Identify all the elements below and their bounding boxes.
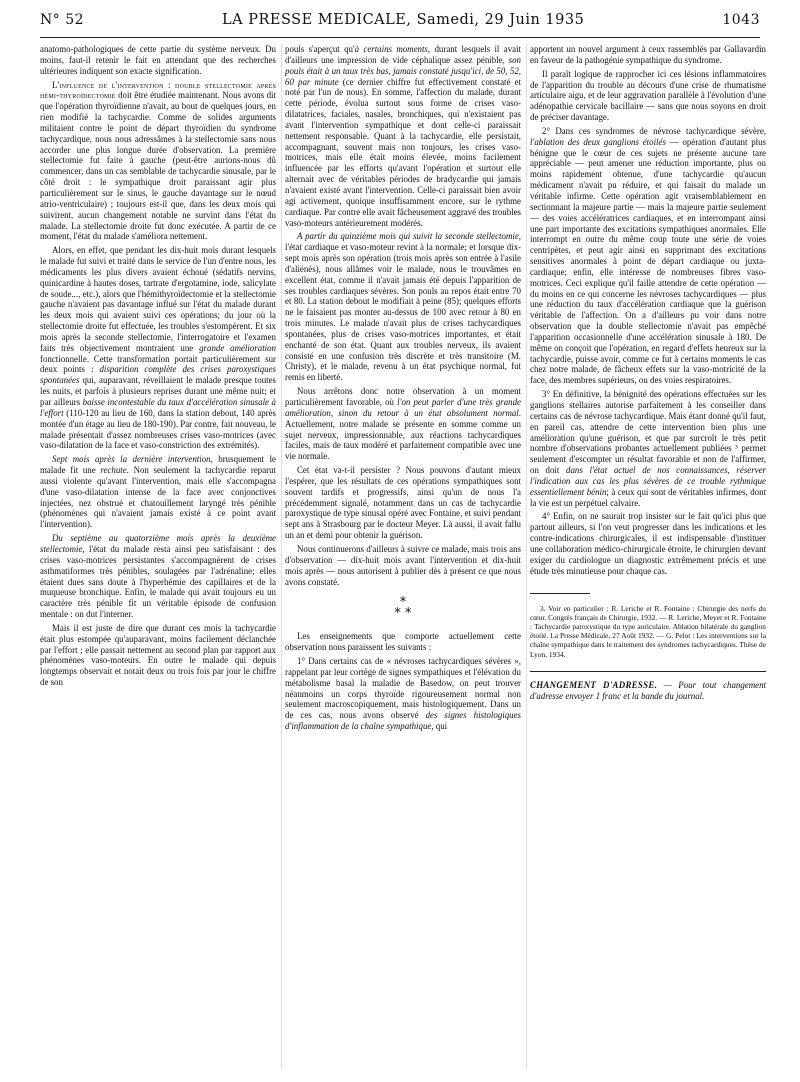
column-3 bbox=[530, 44, 766, 701]
emphasis: dans l'état actuel de nos connaissances, réserver l'indication aux cas les plus sévères de ce trouble rythmique essentiellement bénin bbox=[530, 465, 767, 497]
emphasis: Du septième au quatorzième mois après la deuxième stellectomie bbox=[40, 533, 276, 554]
text: fonctionnelle. Cette transformation portait particulièrement sur deux points : bbox=[40, 353, 276, 375]
page-header bbox=[40, 12, 760, 38]
emphasis: son pouls était à un taux très bas, jamais constaté jusqu'ici, de 50, 52, 60 par minute bbox=[285, 54, 521, 87]
page-number: 1043 bbox=[722, 12, 760, 28]
notice-divider bbox=[530, 671, 766, 672]
column-1 bbox=[40, 44, 276, 691]
text: . Actuellement, notre malade se présente en somme comme un sujet nerveux, impressionnable, aux réactions tachycardiques faciles, mais de taux modéré et parfaitement compatible avec une vie normale. bbox=[285, 407, 521, 462]
emphasis: Sept mois après la dernière intervention bbox=[52, 454, 211, 465]
text: doit être étudiée maintenant. Nous avons dit que l'opération thyroïdienne n'avait, au bout de quelques jours, en rien modifié la tachycardie. Comme de solides arguments militaient contre le point de départ thyroïdien du syndrome tachycardique, nous nous adressâmes à la stellectomie sans nous accorder une plus longue durée d'observation. La première stellectomie fut faite à gauche (peut-être aurions-nous dû commencer, dans un cas semblable de tachycardie sinusale, par le côté droit : le sympathique droit paraissant agir plus particulièrement sur le sinus, le gauche davantage sur le nœud atrio-ventriculaire) ; toujours est-il que, dans les deux mois qui suivirent, aucun changement notable ne survint dans l'état du malade. La stellectomie droite fut donc exécutée. A partir de ce moment, l'état du malade s'améliora nettement. bbox=[40, 90, 276, 242]
paragraph: anatomo-pathologiques de cette partie du système nerveux. Du moins, faut-il retenir le fait en attendant que des recherches ultérieures indiquent son exacte signification. bbox=[40, 44, 276, 76]
emphasis: disparition complète des crises paroxystiques spontanées bbox=[40, 364, 276, 386]
text: ; à ceux qui sont de véritables infirmes, dont la vie est un perpétuel calvaire. bbox=[530, 486, 766, 508]
emphasis: baisse incontestable du taux d'accélération sinusale à l'effort bbox=[40, 397, 276, 418]
paragraph bbox=[285, 386, 521, 462]
text: , l'état du malade resta ainsi peu satisfaisant : des crises vaso-motrices persistantes s'accompagnèrent de crises asthmatiformes très pénibles, soulagées par l'adrénaline; elles étaient dues sans doute à l'hyperhémie des capillaires et de la muqueuse bronchique. Enfin, le malade qui avait toujours eu un caractère très pénible fit un véritable épisode de confusion mentale : on dut l'interner. bbox=[40, 543, 276, 620]
paragraph: Les enseignements que comporte actuellement cette observation nous paraissent les suivants : bbox=[285, 631, 521, 653]
section-separator: * * * bbox=[394, 595, 412, 622]
paragraph bbox=[530, 389, 766, 508]
paragraph bbox=[40, 454, 276, 530]
emphasis: rechute bbox=[100, 465, 127, 476]
column-divider bbox=[281, 44, 282, 1069]
paragraph bbox=[285, 44, 521, 228]
text: , qui bbox=[431, 721, 448, 732]
text: Alors, en effet, que pendant les dix-huit mois durant lesquels le malade fut suivi et traité dans le service de l'un d'entre nous, les médicaments les plus divers avaient échoué (sédatifs nervins, quinicardine à hautes doses, tartrate d'ergotamine, iode, salicylate de soude..., etc.), alors que l'hémithyroïdectomie et la stellectomie gauche n'avaient pas davantage influé sur l'état du malade durant les deux mois qui avaient suivi ces opérations; du jour où la stellectomie droite fut effectuée, les troubles s'estompèrent. Et six mois après la seconde stellectomie, l'interrogatoire et l'examen faits très objectivement montraient une bbox=[40, 245, 276, 353]
notice-heading: CHANGEMENT D'ADRESSE. bbox=[530, 679, 658, 690]
issue-number: N° 52 bbox=[40, 12, 85, 28]
section-heading: L'influence de l'intervention : double stellectomie après hémi-thyroïdectomie bbox=[40, 79, 276, 101]
column-divider bbox=[526, 44, 527, 1069]
emphasis: l'on peut parler d'une très grande amélioration, sinon du retour à un état absolument normal bbox=[285, 397, 521, 418]
paragraph: Cet état va-t-il persister ? Nous pouvons d'autant mieux l'espérer, que les résultats de ces opérations sympathiques sont souvent tardifs et progressifs, ainsi qu'un de nous l'a précédemment signalé, notamment dans un cas de tachycardie paroxystique de type sinusal opéré avec Fontaine, et suivi pendant sept ans à Strasbourg par le docteur Meyer. Là aussi, il avait fallu un an et demi pour obtenir la guérison. bbox=[285, 465, 521, 541]
paragraph bbox=[530, 126, 766, 386]
emphasis: l'ablation des deux ganglions étoilés bbox=[530, 136, 666, 147]
paragraph: 4° Enfin, on ne saurait trop insister sur le fait qu'ici plus que partout ailleurs, si l'on veut progresser dans les indications et les contre-indications chirurgicales, il est indispensable d'instituer une collaboration médico-chirurgicale étroite, le chirurgien devant exiger du cardiologue un diagnostic extrêmement précis et une étude très minutieuse pour chaque cas. bbox=[530, 511, 766, 576]
footnote-divider bbox=[530, 593, 590, 594]
text: (ce dernier chiffre fut effectivement constaté et noté par l'un de nous). En somme, l'affection du malade, durant cette période, évolua surtout sous forme de crises vaso-dilatatrices, faciales, nasales, bronchiques, qui n'existaient pas avant l'intervention sympathique et dont celle-ci paraissait nettement responsable. Quant à la tachycardie, elle persistait, accompagnant, souvent mais non toujours, les crises vaso-motrices, mais elle était moins élevée, moins facilement influencée par les efforts qu'avant l'opération et surtout elle alternait avec de véritables périodes de bradycardie qui jamais n'avaient existé avant l'intervention. Celle-ci paraissait bien avoir agi activement, quoique insuffisamment encore, sur le rythme cardiaque. Par contre elle avait fâcheusement aggravé des troubles vaso-moteurs antérieurement modérés. bbox=[285, 76, 522, 228]
paragraph bbox=[285, 231, 521, 383]
footnotes bbox=[530, 604, 766, 659]
paragraph bbox=[40, 533, 276, 620]
paragraph: apportent un nouvel argument à ceux rassemblés par Gallavardin en faveur de la pathogénie sympathique du syndrome. bbox=[530, 44, 766, 65]
journal-title: LA PRESSE MEDICALE, Samedi, 29 Juin 1935 bbox=[222, 12, 585, 28]
text: , brusquement le malade fit une bbox=[40, 454, 277, 476]
footnote: 3. Voir en particulier : R. Leriche et R. Fontaine : Chirurgie des nerfs du cœur. Congrès français de Chirurgie, 1932. — R. Leriche, Meyer et R. Fontaine : Tachycardie paroxystique du type auriculaire. Ablation bilatérale du ganglion étoilé. La Presse Médicale, 27 Août 1932. — G. Pelot : Les interventions sur la chaîne sympathique dans le traitement des syndromes tachycardiques. Thèse de Lyon, 1934. bbox=[530, 603, 766, 659]
column-2 bbox=[285, 44, 521, 735]
emphasis: à certains moments bbox=[354, 44, 428, 54]
paragraph bbox=[40, 245, 276, 451]
emphasis: grande amélioration bbox=[199, 342, 276, 353]
emphasis: A partir du quinzième mois qui suivit la seconde stellectomie bbox=[297, 231, 519, 242]
paragraph: Il paraît logique de rapprocher ici ces lésions inflammatoires de l'apparition du trouble au décours d'une crise de rhumatisme articulaire aigu, et de leur aggravation parallèle à l'évolution d'une adénopathie cervicale bacillaire — sans que nous soyons en droit de préciser davantage. bbox=[530, 68, 766, 123]
text: (110-120 au lieu de 160, dans la station debout, 140 après montée d'un étage au lieu de 180-190). Par contre, fait nouveau, le malade présentait d'assez nombreuses crises vaso-motrices (avec vaso-dilatation de la face et vaso-constriction des extrémités). bbox=[40, 407, 276, 451]
text: 3° En définitive, la bénignité des opérations effectuées sur les ganglions stellaires autorise parfaitement à les conseiller dans certains cas de névrose tachycardique. Mais étant donné qu'il faut, en pareil cas, attendre de cette intervention bien plus une amélioration qu'une guérison, et que par surcroît le très petit nombre d'observations probantes actuellement publiées ³ permet seulement d'escompter un résultat favorable et non de l'affirmer, on doit bbox=[530, 389, 766, 476]
text: pouls s'aperçut qu' bbox=[285, 44, 355, 54]
paragraph bbox=[285, 656, 521, 732]
text: 1° Dans certains cas de « névroses tachycardiques sévères », rappelant par leur cortège de signes sympathiques et l'élévation du métabolisme basal la maladie de Basedow, on peut trouver néanmoins un corps thyroïde rigoureusement normal non seulement macroscopiquement, mais histologiquement. Dans un de ces cas, nous avons observé bbox=[285, 656, 521, 721]
emphasis: des signes histologiques d'inflammation de la chaîne sympathique bbox=[285, 710, 521, 732]
text: , durant lesquels il avait d'ailleurs une impression de vide céphalique assez pénible, bbox=[285, 44, 521, 65]
address-change-notice bbox=[530, 680, 766, 702]
text: — opération d'autant plus bénigne que le cœur de ces sujets ne présente aucune tare appréciable — peut amener une réduction importante, plus ou moins rapidement obtenue, d'une tachycardie qu'aucun médicament n'avait pu réduire, et qui faisait du malade un véritable infirme. Cette opération agit vraisemblablement en sectionnant la majeure partie — mais la majeure partie seulement — des voies accélératrices cardiaques, et en interrompant ainsi une part importante des excitations sympathiques anormales. Elle interrompt en outre du même coup toute une série de voies centripètes, et peut agir ainsi en supprimant des excitations sensitives anormales à point de départ cardiaque ou juxta-cardiaque; enfin, elle intéresse de nombreuses fibres vaso-motrices. Ceci explique qu'il faille attendre de cette opération — du moins en ce qui concerne les névroses tachycardiques — plus une réduction du taux d'accélération cardiaque que la guérison véritable de l'affection. On a d'ailleurs pu voir dans notre observation que la double stellectomie n'avait pas empêché l'apparition occasionnelle d'une accélération sinusale à 180. De même on conçoit que l'opération, en regard d'effets heureux sur la tachycardie, puisse avoir, comme ce fut à certains moments le cas chez notre malade, de fâcheux effets sur la vaso-motricité de la face, des membres supérieurs, ou des voies respiratoires. bbox=[530, 136, 766, 386]
paragraph: Nous continuerons d'ailleurs à suivre ce malade, mais trois ans d'observation — dix-huit mois avant l'intervention et dix-huit mois après — nous autorisent à publier dès à présent ce que nous avons constaté. bbox=[285, 543, 521, 587]
paragraph: Mais il est juste de dire que durant ces mois la tachycardie était plus estompée qu'auparavant, moins facilement déclanchée par l'effort ; elle passait nettement au second plan par rapport aux phénomènes vaso-moteurs. En outre le malade qui depuis longtemps observait et notait deux ou trois fois par jour le chiffre de son bbox=[40, 622, 276, 688]
text: 2° Dans ces syndromes de névrose tachycardique sévère, bbox=[542, 125, 766, 136]
text: Nous arrêtons donc notre observation à un moment particulièrement favorable, où bbox=[285, 386, 521, 407]
paragraph bbox=[40, 80, 276, 243]
text: . Non seulement la tachycardie reparut aussi violente qu'avant l'intervention, mais elle s'accompagna d'une vaso-dilatation intense de la face avec conjonctives injectées, nez obstrué et chatouillement laryngé très pénible (phénomènes qui n'avaient jamais existé à ce point avant l'intervention). bbox=[40, 465, 276, 530]
text: qui, auparavant, réveillaient le malade presque toutes les nuits, et parfois à plusieurs reprises durant une même nuit; et par ailleurs bbox=[40, 375, 276, 407]
notice-text: — Pour tout changement d'adresse envoyer 1 franc et la bande du journal. bbox=[530, 679, 767, 701]
text: , l'état cardiaque et vaso-moteur revint à la normale; et lorsque dix-sept mois après son opération (trois mois après son entrée à l'asile d'aliénés), nous allâmes voir le malade, nous le trouvâmes en excellent état, comme il n'avait jamais été depuis l'apparition de ses troubles cardiaques sévères. Son pouls au repos était entre 70 et 80. La station debout le modifiait à peine (85); quelques efforts ne le faisaient pas monter au-dessus de 100 avec retour à 80 en trois minutes. Le malade n'avait plus de crises tachycardiques spontanées, plus de crises vaso-motrices importantes, et était enchanté de son état. Quant aux troubles nerveux, ils avaient consisté en une confusion très discrète et très transitoire (M. Christy), et le malade, revenu à un état psychique normal, fut remis en liberté. bbox=[285, 231, 521, 383]
